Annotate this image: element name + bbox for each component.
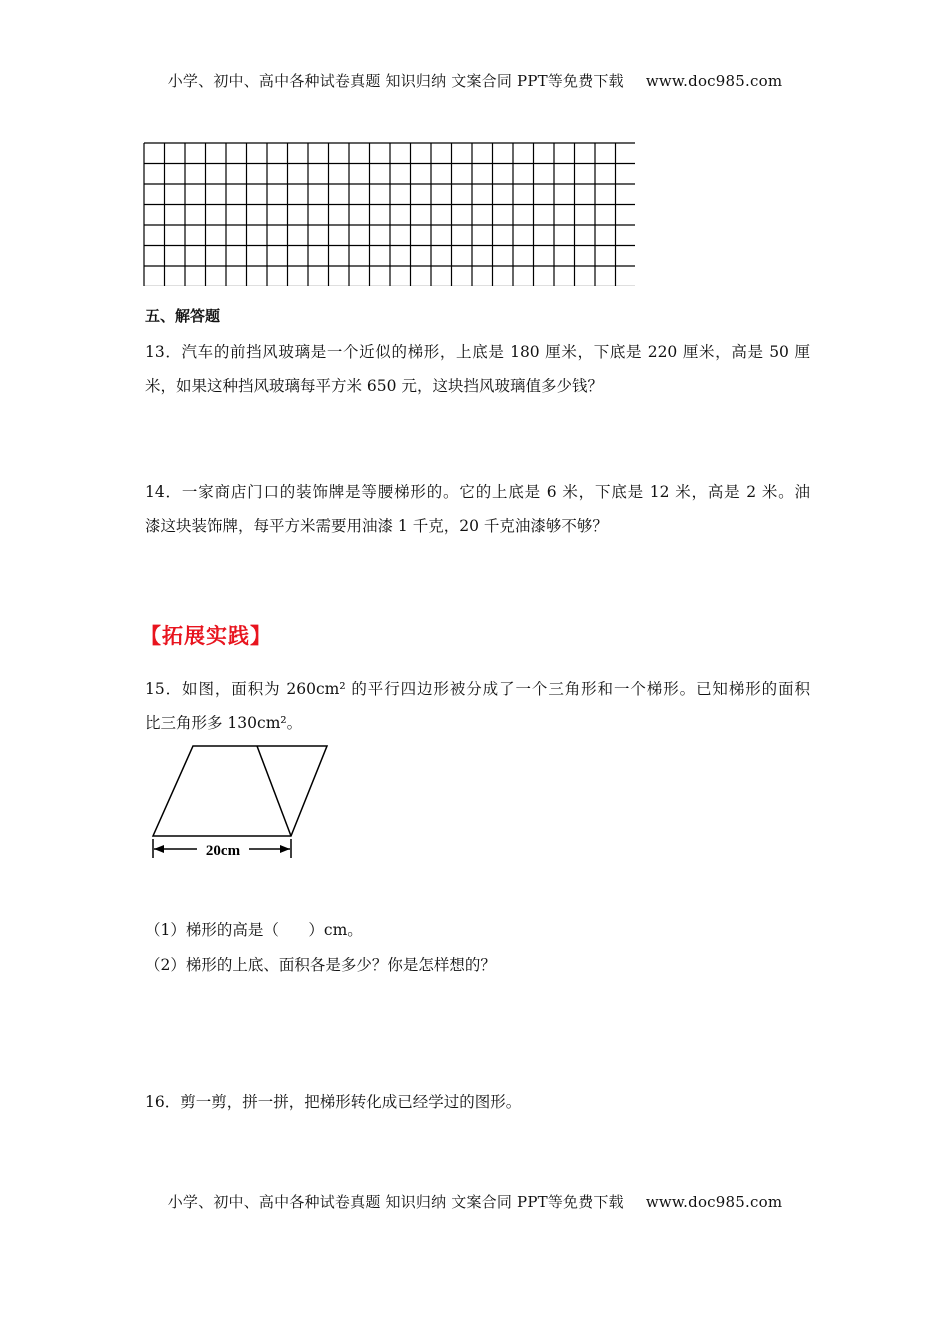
extension-practice-title: 【拓展实践】 (140, 624, 272, 648)
parallelogram-figure (145, 738, 335, 863)
page-header (0, 70, 950, 91)
square-grid (143, 142, 635, 286)
parallelogram-outline (153, 746, 327, 836)
question-15-sub-1: （1）梯形的高是（ ）cm。 (145, 921, 363, 939)
header-site: www.doc985.com (645, 72, 783, 90)
question-15 (145, 672, 810, 740)
section-title-answer-questions: 五、解答题 (145, 307, 221, 325)
footer-site: www.doc985.com (645, 1193, 783, 1211)
question-13 (145, 335, 810, 403)
page-footer (0, 1191, 950, 1212)
question-16-text: 16．剪一剪，拼一拼，把梯形转化成已经学过的图形。 (145, 1093, 522, 1111)
question-14 (145, 475, 810, 543)
question-14-line-1: 14．一家商店门口的装饰牌是等腰梯形的。它的上底是 6 米，下底是 12 米，高是 2 米。油 (145, 483, 810, 501)
footer-text: 小学、初中、高中各种试卷真题 知识归纳 文案合同 PPT等免费下载 (167, 1193, 624, 1211)
question-16 (145, 1085, 810, 1119)
question-13-line-1: 13．汽车的前挡风玻璃是一个近似的梯形，上底是 180 厘米，下底是 220 厘米，高是 50 厘 (145, 343, 810, 361)
question-13-line-2: 米，如果这种挡风玻璃每平方米 650 元，这块挡风玻璃值多少钱？ (145, 377, 603, 395)
question-15-line-2: 比三角形多 130cm²。 (145, 714, 303, 732)
base-length-label: 20cm (205, 843, 241, 859)
arrow-head-right (280, 845, 290, 853)
question-15-line-1: 15．如图，面积为 260cm² 的平行四边形被分成了一个三角形和一个梯形。已知梯形的面积 (145, 680, 810, 698)
question-15-sub-2: （2）梯形的上底、面积各是多少？你是怎样想的？ (145, 956, 496, 974)
question-14-line-2: 漆这块装饰牌，每平方米需要用油漆 1 千克，20 千克油漆够不够？ (145, 517, 608, 535)
header-text: 小学、初中、高中各种试卷真题 知识归纳 文案合同 PPT等免费下载 (167, 72, 624, 90)
arrow-head-left (154, 845, 164, 853)
dividing-line (257, 746, 291, 836)
